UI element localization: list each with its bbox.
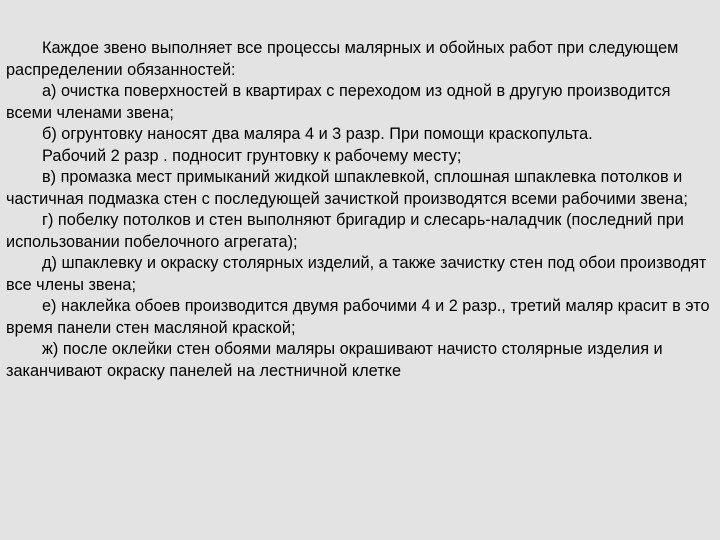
paragraph-item-v: в) промазка мест примыканий жидкой шпаклевкой, сплошная шпаклевка потолков и частичная подмазка стен с последующей зачисткой производятся всеми рабочими звена;: [6, 168, 688, 208]
paragraph-item-e: е) наклейка обоев производится двумя рабочими 4 и 2 разр., третий маляр красит в это время панели стен масляной краской;: [6, 297, 710, 337]
paragraph-item-zh: ж) после оклейки стен обоями маляры окрашивают начисто столярные изделия и заканчивают окраску панелей на лестничной клетке: [6, 340, 663, 380]
paragraph-item-a: а) очистка поверхностей в квартирах с переходом из одной в другую производится всеми членами звена;: [6, 82, 671, 122]
paragraph-intro: Каждое звено выполняет все процессы малярных и обойных работ при следующем распределении обязанностей:: [6, 39, 679, 79]
paragraph-item-b-continued: Рабочий 2 разр . подносит грунтовку к рабочему месту;: [42, 146, 462, 165]
body-text: [6, 38, 714, 382]
paragraph-item-b: б) огрунтовку наносят два маляра 4 и 3 разр. При помощи краскопульта.: [42, 125, 593, 143]
paragraph-item-g: г) побелку потолков и стен выполняют бригадир и слесарь-наладчик (последний при использовании побелочного агрегата);: [6, 211, 684, 251]
paragraph-item-d: д) шпаклевку и окраску столярных изделий, а также зачистку стен под обои производят все члены звена;: [6, 254, 707, 294]
